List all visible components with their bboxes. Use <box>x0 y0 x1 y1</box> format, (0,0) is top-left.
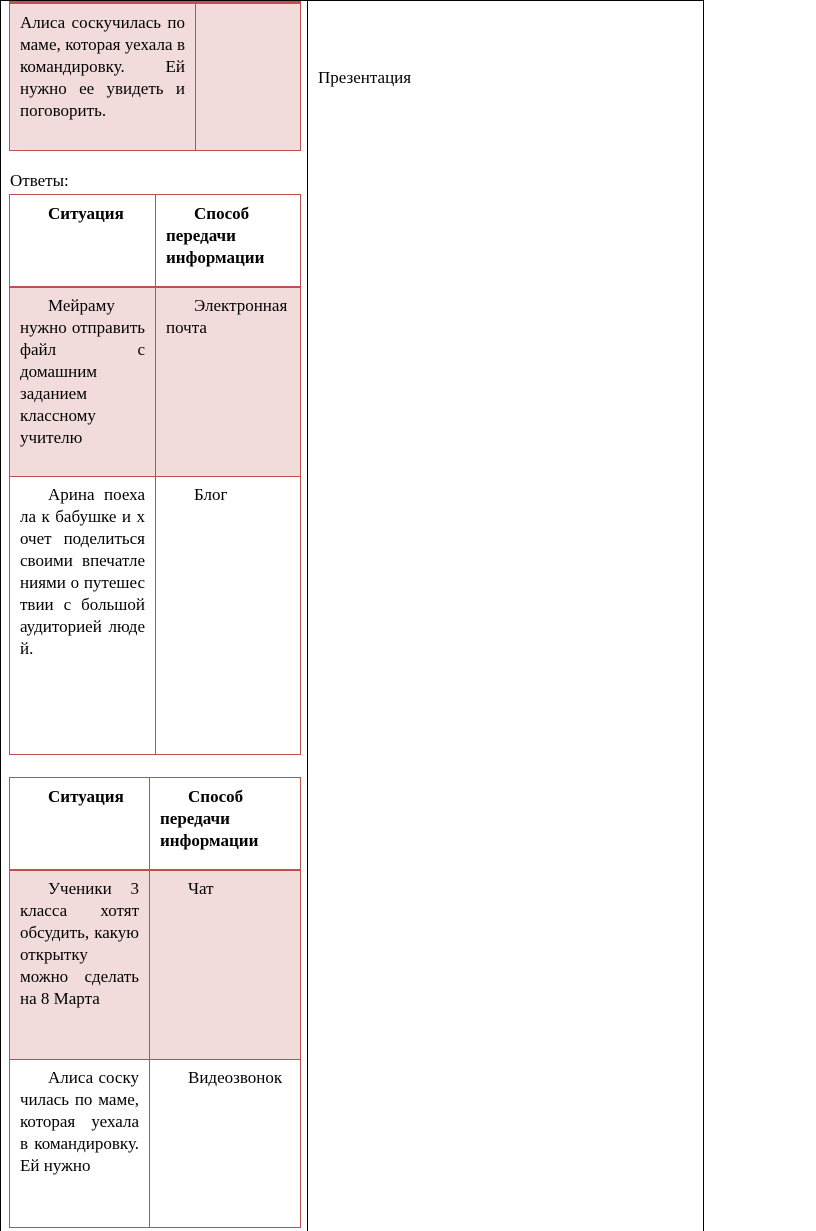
table-row <box>10 3 301 151</box>
situation-cell: Алиса соскучилась по маме, которая уехала в командировку. Ей нужно <box>10 1060 150 1228</box>
situation-cell <box>10 3 196 151</box>
header-situation: Ситуация <box>10 778 150 870</box>
table-header-row <box>10 195 301 287</box>
table-header-row <box>10 778 301 870</box>
table-row <box>10 477 301 755</box>
header-situation: Ситуация <box>10 195 156 287</box>
situation-text: Алиса соскучилась по маме, которая уехала в командировку. Ей нужно ее увидеть и поговорить. <box>20 13 185 120</box>
page-left-border <box>0 0 1 1231</box>
method-cell: Видеозвонок <box>150 1060 301 1228</box>
table-row <box>10 1060 301 1228</box>
method-cell: Блог <box>156 477 301 755</box>
table-row <box>10 870 301 1060</box>
right-column-text: Презентация <box>318 68 412 87</box>
column-divider <box>307 0 308 1231</box>
header-method: Способ передачи информации <box>156 195 301 287</box>
table-row <box>10 287 301 477</box>
situation-cell: Мейраму нужно отправить файл с домашним заданием классному учителю <box>10 287 156 477</box>
situation-cell: Ученики 3 класса хотят обсудить, какую открытку можно сделать на 8 Марта <box>10 870 150 1060</box>
answers-table-2 <box>9 777 301 1228</box>
page-right-border <box>703 0 704 1231</box>
situation-cell: Арина поехала к бабушке и хочет поделиться своими впечатлениями о путешествии с большой аудиторией людей. <box>10 477 156 755</box>
method-cell: Электронная почта <box>156 287 301 477</box>
header-method: Способ передачи информации <box>150 778 301 870</box>
top-table <box>9 1 301 151</box>
method-cell: Чат <box>150 870 301 1060</box>
answers-label: Ответы: <box>10 171 69 190</box>
answers-table-1 <box>9 194 301 755</box>
method-cell <box>196 3 301 151</box>
